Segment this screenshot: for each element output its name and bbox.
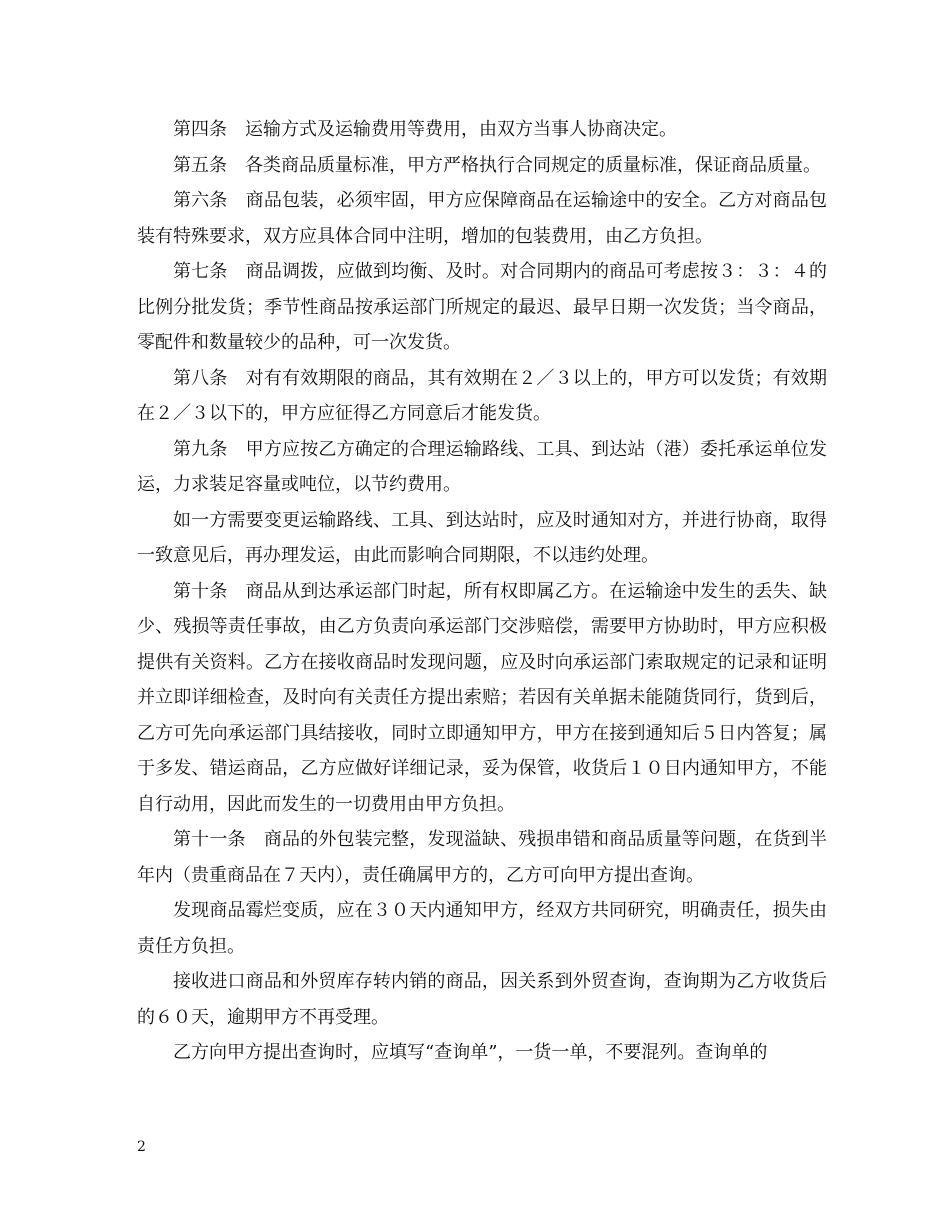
- article-10-paragraph: 第十条 商品从到达承运部门时起，所有权即属乙方。在运输途中发生的丢失、缺少、残损等责任事故，由乙方负责向承运部门交涉赔偿，需要甲方协助时，甲方应积极提供有关资料。乙方在接收商品时发现问题，应及时向承运部门索取规定的记录和证明并立即详细检查，及时向有关责任方提出索赔；若因有关单据未能随货同行，货到后，乙方可先向承运部门具结接收，同时立即通知甲方，甲方在接到通知后５日内答复；属于多发、错运商品，乙方应做好详细记录，妥为保管，收货后１０日内通知甲方，不能自行动用，因此而发生的一切费用由甲方负担。: [137, 580, 827, 815]
- article-9-paragraph: 第九条 甲方应按乙方确定的合理运输路线、工具、到达站（港）委托承运单位发运，力求装足容量或吨位，以节约费用。: [137, 438, 827, 495]
- contract-body: [137, 112, 827, 1071]
- page-number: 2: [137, 1139, 146, 1155]
- spoilage-notice-paragraph: 发现商品霉烂变质，应在３０天内通知甲方，经双方共同研究，明确责任，损失由责任方负担。: [137, 900, 827, 957]
- import-inquiry-paragraph: 接收进口商品和外贸库存转内销的商品，因关系到外贸查询，查询期为乙方收货后的６０天，逾期甲方不再受理。: [137, 971, 827, 1028]
- article-11-paragraph: 第十一条 商品的外包装完整，发现溢缺、残损串错和商品质量等问题，在货到半年内（贵重商品在７天内），责任确属甲方的，乙方可向甲方提出查询。: [137, 829, 827, 886]
- article-7-paragraph: 第七条 商品调拨，应做到均衡、及时。对合同期内的商品可考虑按３：３：４的比例分批发货；季节性商品按承运部门所规定的最迟、最早日期一次发货；当令商品，零配件和数量较少的品种，可一次发货。: [137, 261, 827, 353]
- article-6-paragraph: 第六条 商品包装，必须牢固，甲方应保障商品在运输途中的安全。乙方对商品包装有特殊要求，双方应具体合同中注明，增加的包装费用，由乙方负担。: [137, 190, 827, 247]
- article-5-paragraph: 第五条 各类商品质量标准，甲方严格执行合同规定的质量标准，保证商品质量。: [173, 154, 821, 176]
- article-9-continuation-paragraph: 如一方需要变更运输路线、工具、到达站时，应及时通知对方，并进行协商，取得一致意见后，再办理发运，由此而影响合同期限，不以违约处理。: [137, 509, 827, 566]
- article-8-paragraph: 第八条 对有有效期限的商品，其有效期在２／３以上的，甲方可以发货；有效期在２／３以下的，甲方应征得乙方同意后才能发货。: [137, 367, 827, 424]
- article-4-paragraph: 第四条 运输方式及运输费用等费用，由双方当事人协商决定。: [173, 119, 677, 140]
- inquiry-form-paragraph: 乙方向甲方提出查询时，应填写“查询单”，一货一单，不要混列。查询单的: [173, 1042, 768, 1063]
